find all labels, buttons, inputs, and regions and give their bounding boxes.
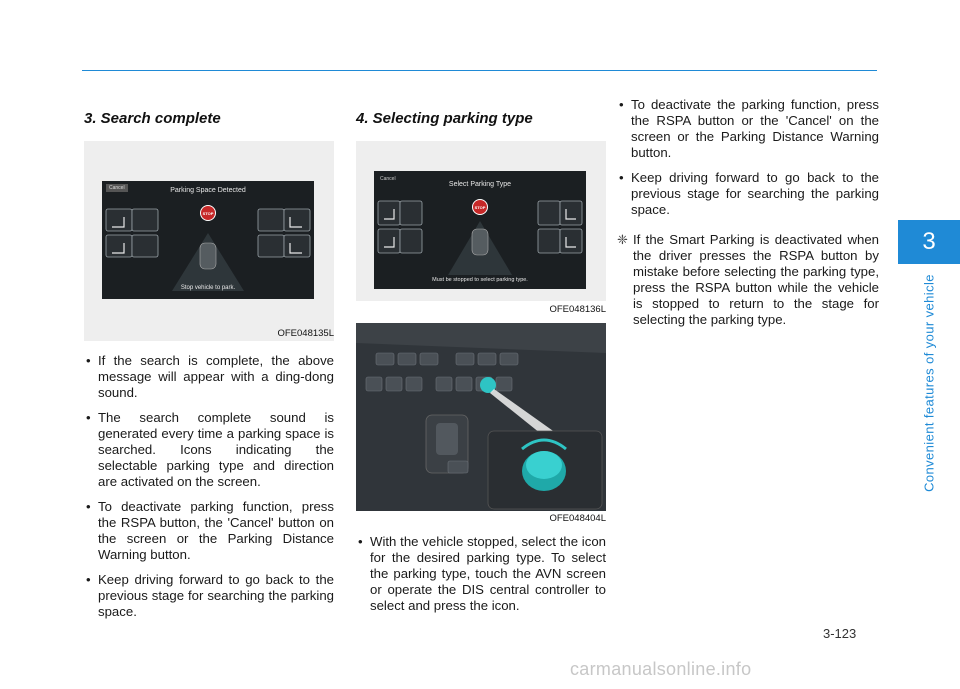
column-search-complete <box>84 110 334 629</box>
parking-type-graphic <box>374 171 586 289</box>
figure-parking-space-detected <box>84 141 334 341</box>
column-notes <box>617 97 879 328</box>
chapter-title-vertical <box>898 268 960 498</box>
list-item: • Keep driving forward to go back to the previous stage for searching the parking space. <box>619 170 879 217</box>
screen-cancel-button: Cancel <box>380 176 396 182</box>
screen-footer: Stop vehicle to park. <box>180 285 236 291</box>
parking-scene-graphic <box>102 181 314 299</box>
figure-center-console <box>356 323 606 511</box>
note-text: If the Smart Parking is deactivated when the driver presses the RSPA button by mistake before selecting the parking type, press the RSPA button while the vehicle is stopped to return to the stage for selecting the parking type. <box>633 232 879 327</box>
figure-caption: OFE048136L <box>549 304 606 315</box>
column-selecting-type <box>356 110 606 623</box>
figure-caption: OFE048135L <box>277 328 334 339</box>
center-console-graphic <box>356 323 606 511</box>
chapter-number: 3 <box>922 228 936 255</box>
section-heading-selecting-type: 4. Selecting parking type <box>356 110 533 127</box>
screen-title: Parking Space Detected <box>170 187 246 194</box>
bullet-list <box>617 97 879 218</box>
screen-footer: Must be stopped to select parking type. <box>432 277 528 283</box>
screen-title: Select Parking Type <box>448 181 512 188</box>
stop-sign-label: STOP <box>202 211 214 216</box>
section-heading-search-complete: 3. Search complete <box>84 110 221 127</box>
bullet-list <box>84 353 334 620</box>
list-item: • Keep driving forward to go back to the previous stage for searching the parking space. <box>86 572 334 619</box>
list-item: • To deactivate parking function, press the RSPA button, the 'Cancel' button on the screen or the Parking Distance Warning button. <box>86 499 334 562</box>
avn-screen <box>102 181 314 299</box>
list-item: • If the search is complete, the above message will appear with a ding-dong sound. <box>86 353 334 400</box>
list-item: • To deactivate the parking function, press the RSPA button or the 'Cancel' on the screen or the Parking Distance Warning button. <box>619 97 879 160</box>
list-item: • With the vehicle stopped, select the icon for the desired parking type. To select the parking type, touch the AVN screen or operate the DIS central controller to select and press the icon. <box>358 534 606 613</box>
watermark: carmanualsonline.info <box>570 659 752 679</box>
list-item: • The search complete sound is generated every time a parking space is searched. Icons indicating the selectable parking type and direction are activated on the screen. <box>86 410 334 489</box>
chapter-number-tab <box>898 220 960 264</box>
figure-select-parking-type <box>356 141 606 315</box>
note-mark-icon: ❈ <box>617 232 629 247</box>
figure-caption: OFE048404L <box>549 513 606 524</box>
bullet-list <box>356 534 606 614</box>
note-paragraph <box>617 232 879 328</box>
top-rule <box>82 70 877 71</box>
chapter-title: Convenient features of your vehicle <box>921 274 937 492</box>
avn-screen <box>374 171 586 289</box>
stop-sign-label: STOP <box>474 205 486 210</box>
page-number: 3-123 <box>823 626 857 641</box>
screen-cancel-button: Cancel <box>106 184 128 192</box>
